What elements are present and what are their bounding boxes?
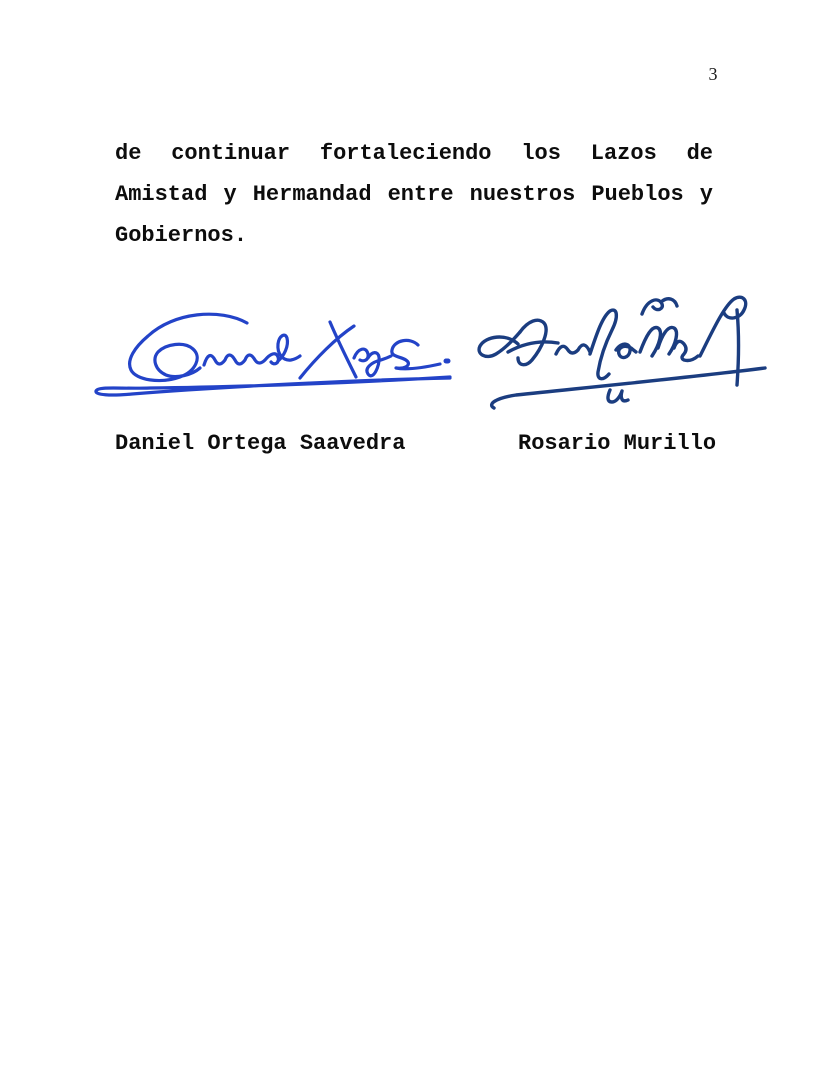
signer-name-daniel-ortega: Daniel Ortega Saavedra [115,431,406,456]
signature-rosario-murillo-icon [472,288,774,410]
signature-daniel-ortega-strokes [96,314,450,395]
page-number: 3 [708,64,718,84]
letter-paragraph: de continuar fortaleciendo los Lazos de Amistad y Hermandad entre nuestros Pueblos y Gobiernos. [115,141,713,248]
signature-rosario-murillo-strokes [479,297,765,408]
signer-name-rosario-murillo: Rosario Murillo [518,431,717,456]
signature-daniel-ortega-icon [88,296,460,398]
